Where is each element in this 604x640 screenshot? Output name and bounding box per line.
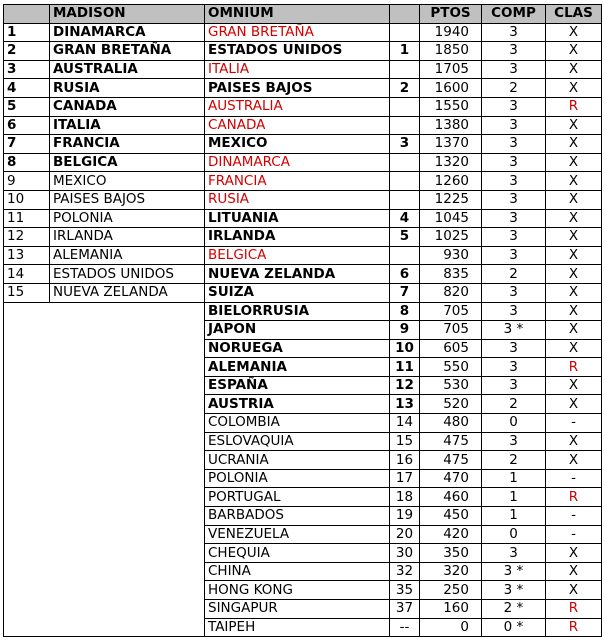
madison-country-cell: FRANCIA bbox=[50, 135, 205, 154]
madison-empty-cell bbox=[4, 469, 205, 488]
comp-cell: 3 bbox=[482, 97, 546, 116]
madison-rank-cell: 4 bbox=[4, 79, 50, 98]
table-row bbox=[4, 488, 602, 507]
omnium-rank-cell: 16 bbox=[390, 451, 420, 470]
madison-country-cell: BELGICA bbox=[50, 153, 205, 172]
madison-empty-cell bbox=[4, 302, 205, 321]
omnium-country-cell: UCRANIA bbox=[205, 451, 390, 470]
madison-country-cell: AUSTRALIA bbox=[50, 60, 205, 79]
table-row bbox=[4, 60, 602, 79]
omnium-rank-cell: 2 bbox=[390, 79, 420, 98]
table-row bbox=[4, 153, 602, 172]
comp-cell: 2 bbox=[482, 265, 546, 284]
comp-cell: 0 bbox=[482, 525, 546, 544]
omnium-country-cell: TAIPEH bbox=[205, 618, 390, 637]
madison-empty-cell bbox=[4, 581, 205, 600]
clas-cell: X bbox=[546, 190, 602, 209]
ptos-cell: 1260 bbox=[420, 172, 482, 191]
omnium-country-cell: DINAMARCA bbox=[205, 153, 390, 172]
ptos-cell: 1600 bbox=[420, 79, 482, 98]
header-omnium-rank bbox=[390, 5, 420, 24]
standings-table-wrapper bbox=[3, 4, 602, 637]
header-madison: MADISON bbox=[50, 5, 205, 24]
table-row bbox=[4, 42, 602, 61]
clas-cell: X bbox=[546, 116, 602, 135]
comp-cell: 3 bbox=[482, 358, 546, 377]
omnium-country-cell: RUSIA bbox=[205, 190, 390, 209]
comp-cell: 3 bbox=[482, 135, 546, 154]
madison-rank-cell: 15 bbox=[4, 283, 50, 302]
table-row bbox=[4, 246, 602, 265]
table-row bbox=[4, 432, 602, 451]
clas-cell: - bbox=[546, 414, 602, 433]
omnium-rank-cell: 15 bbox=[390, 432, 420, 451]
omnium-rank-cell: 30 bbox=[390, 544, 420, 563]
ptos-cell: 550 bbox=[420, 358, 482, 377]
madison-rank-cell: 9 bbox=[4, 172, 50, 191]
clas-cell: X bbox=[546, 228, 602, 247]
header-clas: CLAS bbox=[546, 5, 602, 24]
omnium-country-cell: BELGICA bbox=[205, 246, 390, 265]
madison-empty-cell bbox=[4, 618, 205, 637]
table-row bbox=[4, 469, 602, 488]
omnium-country-cell: POLONIA bbox=[205, 469, 390, 488]
ptos-cell: 350 bbox=[420, 544, 482, 563]
table-row bbox=[4, 116, 602, 135]
ptos-cell: 320 bbox=[420, 562, 482, 581]
table-row bbox=[4, 228, 602, 247]
ptos-cell: 160 bbox=[420, 600, 482, 619]
omnium-rank-cell: 10 bbox=[390, 339, 420, 358]
table-row bbox=[4, 507, 602, 526]
clas-cell: X bbox=[546, 321, 602, 340]
clas-cell: R bbox=[546, 618, 602, 637]
table-row bbox=[4, 302, 602, 321]
omnium-rank-cell: 6 bbox=[390, 265, 420, 284]
clas-cell: X bbox=[546, 209, 602, 228]
omnium-country-cell: PORTUGAL bbox=[205, 488, 390, 507]
madison-rank-cell: 1 bbox=[4, 23, 50, 42]
omnium-country-cell: HONG KONG bbox=[205, 581, 390, 600]
clas-cell: X bbox=[546, 544, 602, 563]
madison-rank-cell: 13 bbox=[4, 246, 50, 265]
madison-country-cell: CANADA bbox=[50, 97, 205, 116]
comp-cell: 3 bbox=[482, 228, 546, 247]
table-row bbox=[4, 283, 602, 302]
omnium-rank-cell bbox=[390, 116, 420, 135]
omnium-rank-cell: 13 bbox=[390, 395, 420, 414]
omnium-country-cell: BIELORRUSIA bbox=[205, 302, 390, 321]
omnium-country-cell: NUEVA ZELANDA bbox=[205, 265, 390, 284]
clas-cell: X bbox=[546, 79, 602, 98]
header-ptos: PTOS bbox=[420, 5, 482, 24]
table-row bbox=[4, 23, 602, 42]
omnium-rank-cell: 11 bbox=[390, 358, 420, 377]
omnium-country-cell: CHINA bbox=[205, 562, 390, 581]
omnium-rank-cell: 14 bbox=[390, 414, 420, 433]
table-row bbox=[4, 209, 602, 228]
clas-cell: X bbox=[546, 172, 602, 191]
madison-empty-cell bbox=[4, 451, 205, 470]
ptos-cell: 1380 bbox=[420, 116, 482, 135]
clas-cell: X bbox=[546, 135, 602, 154]
omnium-rank-cell: 3 bbox=[390, 135, 420, 154]
omnium-country-cell: AUSTRIA bbox=[205, 395, 390, 414]
header-comp: COMP bbox=[482, 5, 546, 24]
comp-cell: 3 bbox=[482, 60, 546, 79]
omnium-country-cell: NORUEGA bbox=[205, 339, 390, 358]
comp-cell: 0 bbox=[482, 414, 546, 433]
madison-empty-cell bbox=[4, 544, 205, 563]
ptos-cell: 470 bbox=[420, 469, 482, 488]
omnium-rank-cell: 17 bbox=[390, 469, 420, 488]
madison-country-cell: POLONIA bbox=[50, 209, 205, 228]
ptos-cell: 605 bbox=[420, 339, 482, 358]
madison-empty-cell bbox=[4, 321, 205, 340]
table-row bbox=[4, 395, 602, 414]
ptos-cell: 705 bbox=[420, 321, 482, 340]
table-row bbox=[4, 190, 602, 209]
ptos-cell: 420 bbox=[420, 525, 482, 544]
madison-empty-cell bbox=[4, 376, 205, 395]
table-row bbox=[4, 321, 602, 340]
madison-country-cell: MEXICO bbox=[50, 172, 205, 191]
table-row bbox=[4, 525, 602, 544]
omnium-rank-cell: 19 bbox=[390, 507, 420, 526]
madison-rank-cell: 12 bbox=[4, 228, 50, 247]
table-row bbox=[4, 600, 602, 619]
comp-cell: 3 bbox=[482, 283, 546, 302]
madison-country-cell: IRLANDA bbox=[50, 228, 205, 247]
ptos-cell: 250 bbox=[420, 581, 482, 600]
ptos-cell: 460 bbox=[420, 488, 482, 507]
madison-empty-cell bbox=[4, 507, 205, 526]
table-row bbox=[4, 97, 602, 116]
table-row bbox=[4, 135, 602, 154]
comp-cell: 0 * bbox=[482, 618, 546, 637]
omnium-country-cell: GRAN BRETAÑA bbox=[205, 23, 390, 42]
table-body bbox=[4, 23, 602, 637]
comp-cell: 2 bbox=[482, 395, 546, 414]
comp-cell: 3 bbox=[482, 544, 546, 563]
comp-cell: 1 bbox=[482, 488, 546, 507]
madison-rank-cell: 10 bbox=[4, 190, 50, 209]
header-omnium: OMNIUM bbox=[205, 5, 390, 24]
ptos-cell: 480 bbox=[420, 414, 482, 433]
madison-rank-cell: 2 bbox=[4, 42, 50, 61]
omnium-country-cell: JAPON bbox=[205, 321, 390, 340]
madison-rank-cell: 6 bbox=[4, 116, 50, 135]
madison-rank-cell: 14 bbox=[4, 265, 50, 284]
ptos-cell: 0 bbox=[420, 618, 482, 637]
comp-cell: 3 bbox=[482, 116, 546, 135]
clas-cell: X bbox=[546, 451, 602, 470]
comp-cell: 3 * bbox=[482, 321, 546, 340]
table-row bbox=[4, 581, 602, 600]
table-row bbox=[4, 544, 602, 563]
madison-rank-cell: 3 bbox=[4, 60, 50, 79]
clas-cell: R bbox=[546, 97, 602, 116]
table-row bbox=[4, 618, 602, 637]
madison-empty-cell bbox=[4, 525, 205, 544]
table-row bbox=[4, 451, 602, 470]
clas-cell: X bbox=[546, 395, 602, 414]
clas-cell: X bbox=[546, 153, 602, 172]
ptos-cell: 1370 bbox=[420, 135, 482, 154]
omnium-rank-cell: -- bbox=[390, 618, 420, 637]
madison-empty-cell bbox=[4, 339, 205, 358]
madison-country-cell: GRAN BRETAÑA bbox=[50, 42, 205, 61]
comp-cell: 3 bbox=[482, 153, 546, 172]
comp-cell: 2 bbox=[482, 451, 546, 470]
madison-rank-cell: 5 bbox=[4, 97, 50, 116]
madison-country-cell: DINAMARCA bbox=[50, 23, 205, 42]
comp-cell: 1 bbox=[482, 507, 546, 526]
ptos-cell: 1705 bbox=[420, 60, 482, 79]
table-row bbox=[4, 376, 602, 395]
omnium-country-cell: PAISES BAJOS bbox=[205, 79, 390, 98]
omnium-rank-cell bbox=[390, 23, 420, 42]
madison-empty-cell bbox=[4, 432, 205, 451]
madison-empty-cell bbox=[4, 395, 205, 414]
omnium-rank-cell: 32 bbox=[390, 562, 420, 581]
comp-cell: 3 * bbox=[482, 562, 546, 581]
madison-empty-cell bbox=[4, 488, 205, 507]
clas-cell: R bbox=[546, 488, 602, 507]
madison-country-cell: ESTADOS UNIDOS bbox=[50, 265, 205, 284]
clas-cell: X bbox=[546, 562, 602, 581]
clas-cell: X bbox=[546, 42, 602, 61]
madison-rank-cell: 8 bbox=[4, 153, 50, 172]
madison-country-cell: NUEVA ZELANDA bbox=[50, 283, 205, 302]
clas-cell: X bbox=[546, 265, 602, 284]
omnium-country-cell: COLOMBIA bbox=[205, 414, 390, 433]
comp-cell: 3 bbox=[482, 172, 546, 191]
madison-rank-cell: 11 bbox=[4, 209, 50, 228]
omnium-country-cell: ALEMANIA bbox=[205, 358, 390, 377]
header-madison-rank bbox=[4, 5, 50, 24]
omnium-country-cell: VENEZUELA bbox=[205, 525, 390, 544]
madison-empty-cell bbox=[4, 600, 205, 619]
comp-cell: 3 bbox=[482, 23, 546, 42]
omnium-country-cell: CANADA bbox=[205, 116, 390, 135]
table-row bbox=[4, 172, 602, 191]
clas-cell: X bbox=[546, 60, 602, 79]
omnium-country-cell: AUSTRALIA bbox=[205, 97, 390, 116]
madison-country-cell: ITALIA bbox=[50, 116, 205, 135]
omnium-rank-cell: 35 bbox=[390, 581, 420, 600]
comp-cell: 3 bbox=[482, 339, 546, 358]
omnium-rank-cell: 1 bbox=[390, 42, 420, 61]
ptos-cell: 450 bbox=[420, 507, 482, 526]
ptos-cell: 820 bbox=[420, 283, 482, 302]
omnium-rank-cell bbox=[390, 97, 420, 116]
clas-cell: - bbox=[546, 525, 602, 544]
omnium-country-cell: LITUANIA bbox=[205, 209, 390, 228]
omnium-rank-cell: 4 bbox=[390, 209, 420, 228]
clas-cell: R bbox=[546, 358, 602, 377]
standings-table bbox=[3, 4, 602, 637]
omnium-country-cell: ESLOVAQUIA bbox=[205, 432, 390, 451]
comp-cell: 2 bbox=[482, 79, 546, 98]
omnium-rank-cell: 37 bbox=[390, 600, 420, 619]
comp-cell: 3 bbox=[482, 190, 546, 209]
comp-cell: 3 bbox=[482, 432, 546, 451]
ptos-cell: 1025 bbox=[420, 228, 482, 247]
ptos-cell: 1940 bbox=[420, 23, 482, 42]
omnium-rank-cell: 12 bbox=[390, 376, 420, 395]
comp-cell: 3 bbox=[482, 246, 546, 265]
omnium-country-cell: SUIZA bbox=[205, 283, 390, 302]
comp-cell: 1 bbox=[482, 469, 546, 488]
omnium-rank-cell: 20 bbox=[390, 525, 420, 544]
madison-country-cell: PAISES BAJOS bbox=[50, 190, 205, 209]
clas-cell: X bbox=[546, 339, 602, 358]
ptos-cell: 1550 bbox=[420, 97, 482, 116]
omnium-rank-cell: 9 bbox=[390, 321, 420, 340]
ptos-cell: 705 bbox=[420, 302, 482, 321]
ptos-cell: 1225 bbox=[420, 190, 482, 209]
clas-cell: R bbox=[546, 600, 602, 619]
clas-cell: X bbox=[546, 283, 602, 302]
clas-cell: X bbox=[546, 246, 602, 265]
ptos-cell: 1045 bbox=[420, 209, 482, 228]
comp-cell: 2 * bbox=[482, 600, 546, 619]
madison-empty-cell bbox=[4, 414, 205, 433]
ptos-cell: 835 bbox=[420, 265, 482, 284]
madison-country-cell: RUSIA bbox=[50, 79, 205, 98]
omnium-country-cell: ESPAÑA bbox=[205, 376, 390, 395]
table-row bbox=[4, 79, 602, 98]
omnium-country-cell: CHEQUIA bbox=[205, 544, 390, 563]
clas-cell: - bbox=[546, 507, 602, 526]
comp-cell: 3 bbox=[482, 376, 546, 395]
clas-cell: X bbox=[546, 376, 602, 395]
omnium-rank-cell: 18 bbox=[390, 488, 420, 507]
omnium-rank-cell bbox=[390, 60, 420, 79]
omnium-rank-cell bbox=[390, 190, 420, 209]
ptos-cell: 930 bbox=[420, 246, 482, 265]
clas-cell: X bbox=[546, 23, 602, 42]
ptos-cell: 475 bbox=[420, 432, 482, 451]
ptos-cell: 1320 bbox=[420, 153, 482, 172]
omnium-rank-cell bbox=[390, 172, 420, 191]
comp-cell: 3 bbox=[482, 302, 546, 321]
comp-cell: 3 bbox=[482, 42, 546, 61]
omnium-country-cell: ESTADOS UNIDOS bbox=[205, 42, 390, 61]
omnium-country-cell: ITALIA bbox=[205, 60, 390, 79]
comp-cell: 3 bbox=[482, 209, 546, 228]
omnium-rank-cell: 8 bbox=[390, 302, 420, 321]
omnium-rank-cell bbox=[390, 153, 420, 172]
clas-cell: - bbox=[546, 469, 602, 488]
clas-cell: X bbox=[546, 432, 602, 451]
ptos-cell: 1850 bbox=[420, 42, 482, 61]
ptos-cell: 530 bbox=[420, 376, 482, 395]
omnium-country-cell: MEXICO bbox=[205, 135, 390, 154]
omnium-rank-cell bbox=[390, 246, 420, 265]
madison-country-cell: ALEMANIA bbox=[50, 246, 205, 265]
omnium-country-cell: BARBADOS bbox=[205, 507, 390, 526]
header-row bbox=[4, 5, 602, 24]
madison-empty-cell bbox=[4, 358, 205, 377]
table-row bbox=[4, 358, 602, 377]
ptos-cell: 475 bbox=[420, 451, 482, 470]
omnium-country-cell: IRLANDA bbox=[205, 228, 390, 247]
omnium-rank-cell: 5 bbox=[390, 228, 420, 247]
clas-cell: X bbox=[546, 581, 602, 600]
madison-rank-cell: 7 bbox=[4, 135, 50, 154]
table-row bbox=[4, 339, 602, 358]
madison-empty-cell bbox=[4, 562, 205, 581]
clas-cell: X bbox=[546, 302, 602, 321]
comp-cell: 3 * bbox=[482, 581, 546, 600]
table-row bbox=[4, 562, 602, 581]
ptos-cell: 520 bbox=[420, 395, 482, 414]
omnium-country-cell: SINGAPUR bbox=[205, 600, 390, 619]
table-row bbox=[4, 265, 602, 284]
omnium-rank-cell: 7 bbox=[390, 283, 420, 302]
omnium-country-cell: FRANCIA bbox=[205, 172, 390, 191]
table-row bbox=[4, 414, 602, 433]
